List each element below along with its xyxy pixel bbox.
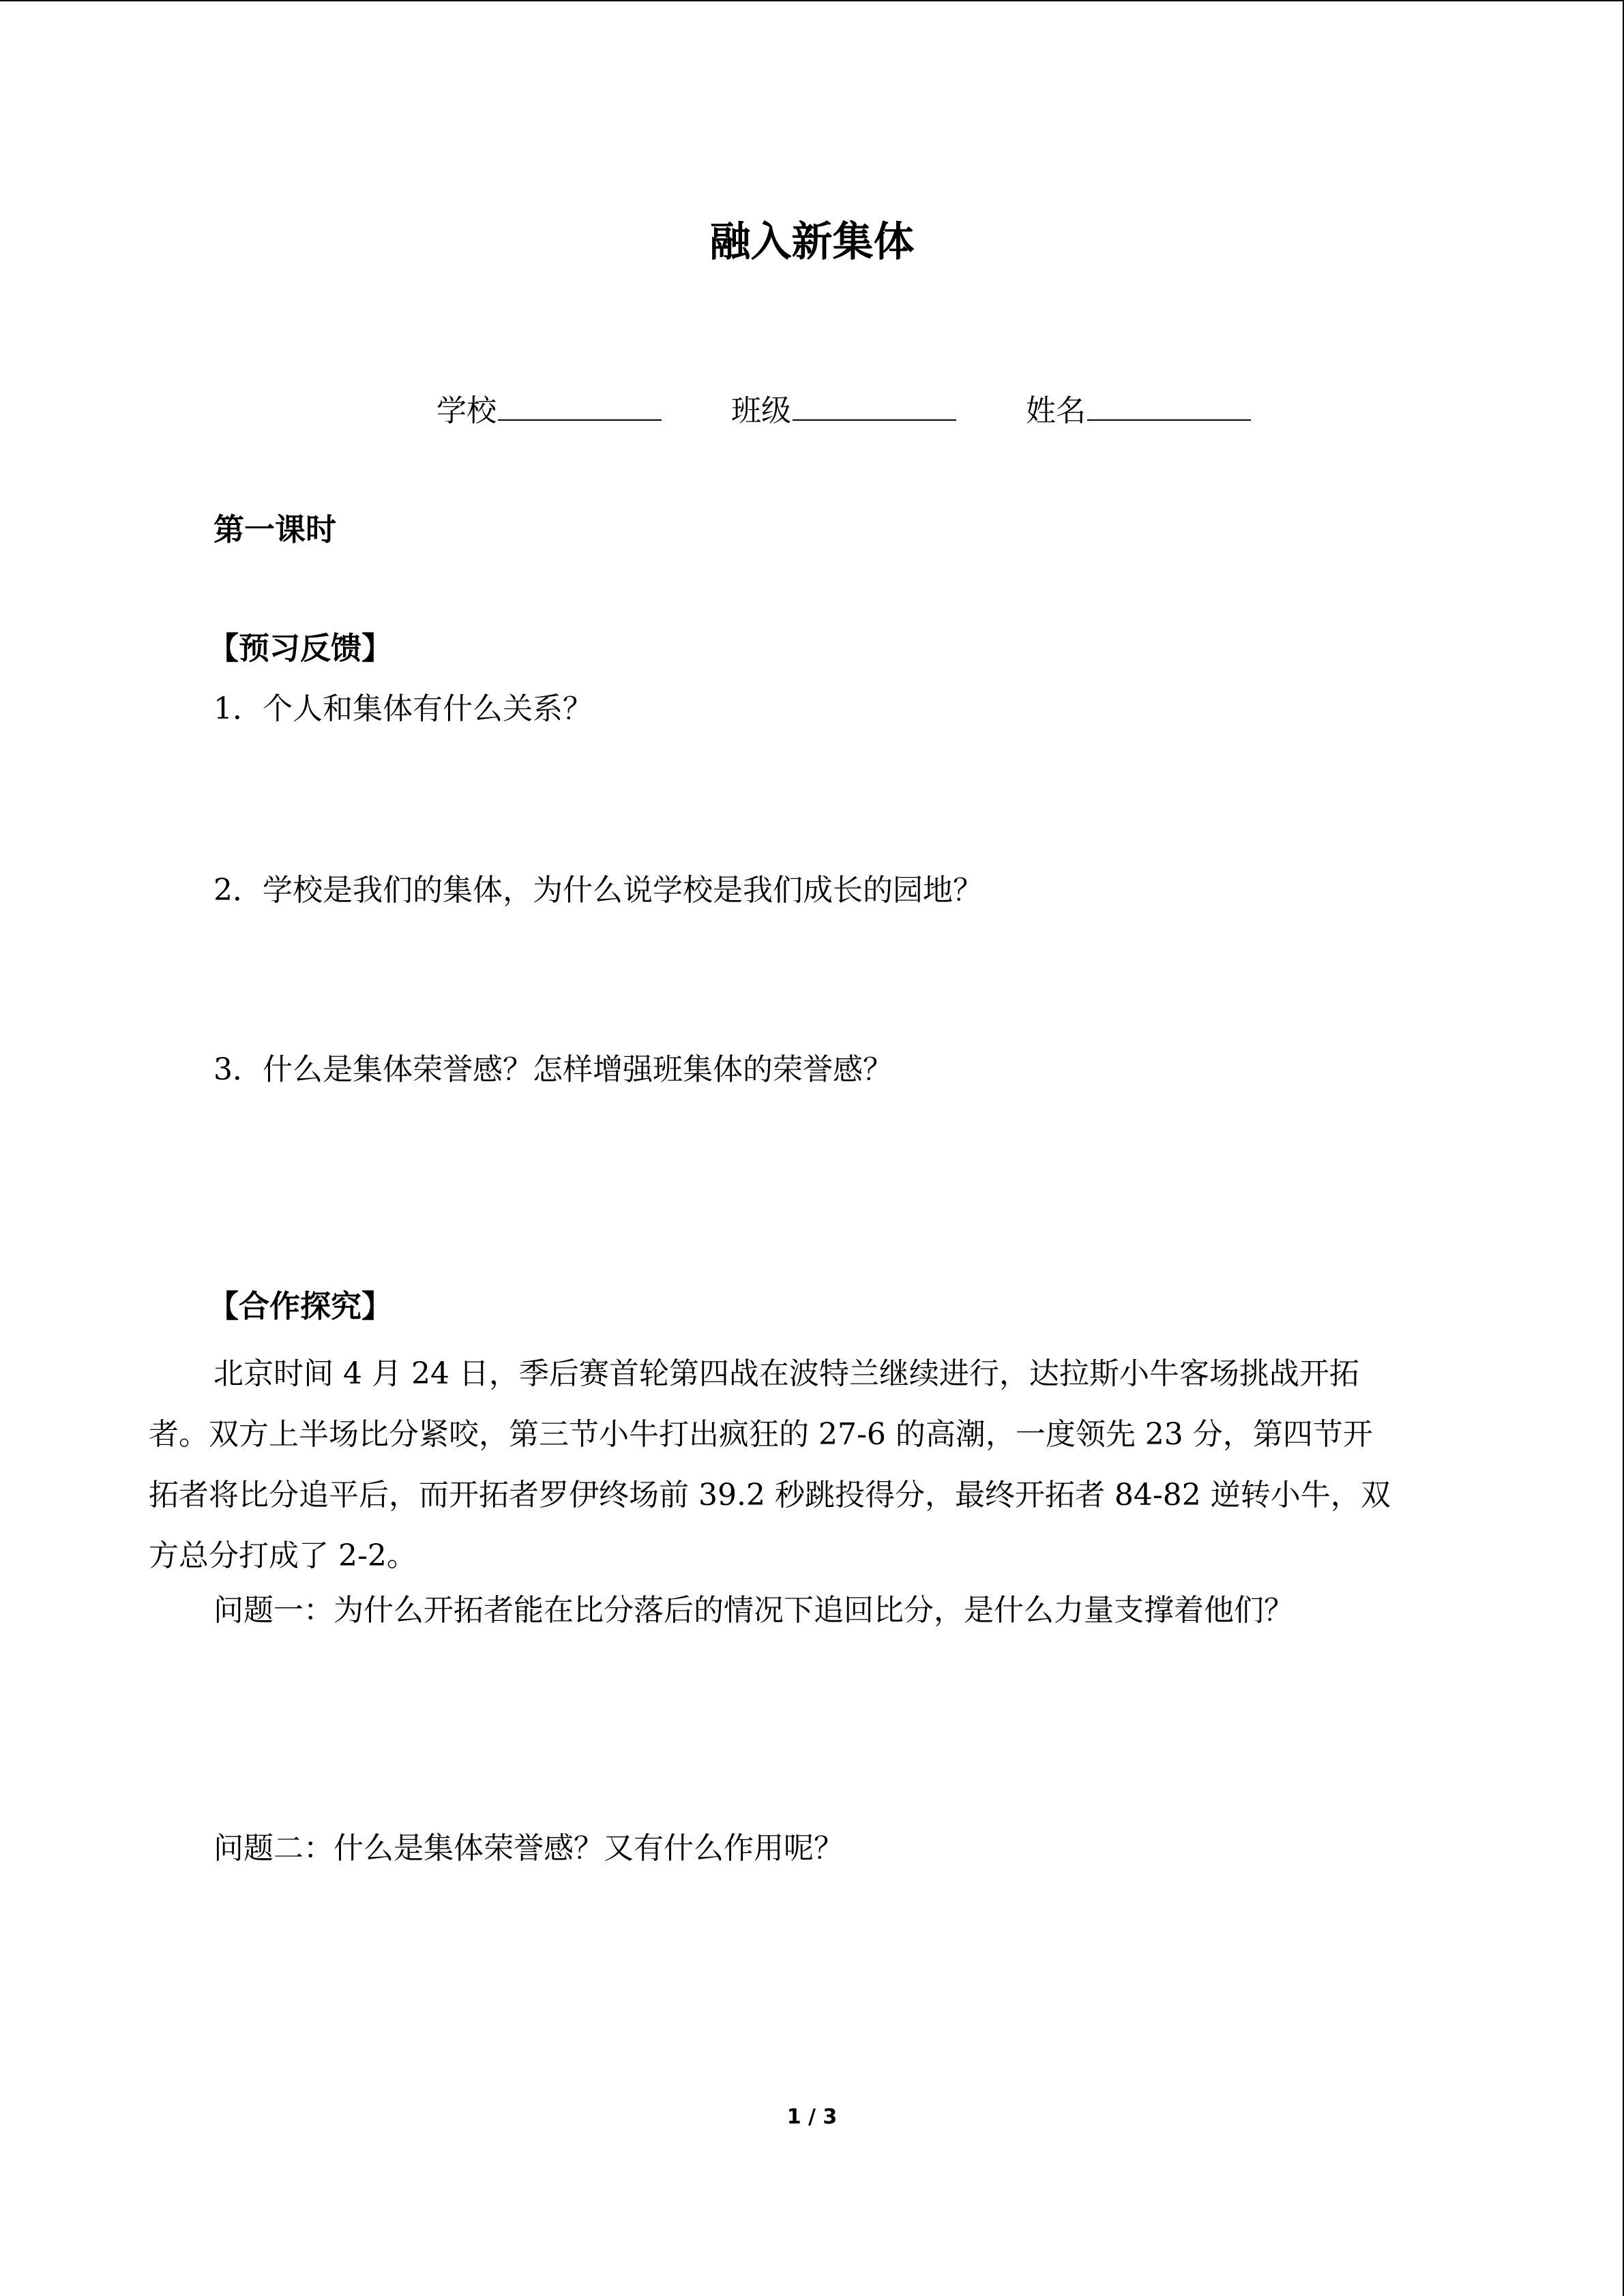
page-title: 融入新集体 [709,218,915,266]
preview-question-2: 2．学校是我们的集体，为什么说学校是我们成长的园地？ [213,873,983,908]
passage-line-1: 北京时间 4 月 24 日，季后赛首轮第四战在波特兰继续进行，达拉斯小牛客场挑战开拓 [213,1356,1359,1391]
class-blank[interactable] [793,387,956,421]
passage-line-2: 者。双方上半场比分紧咬，第三节小牛打出疯狂的 27-6 的高潮，一度领先 23 分，第四节开 [149,1417,1373,1452]
preview-heading: 【预习反馈】 [208,630,393,666]
name-blank[interactable] [1087,387,1251,421]
lesson-heading: 第一课时 [213,511,337,548]
class-field [731,387,956,435]
explore-question-2: 问题二：什么是集体荣誉感？又有什么作用呢？ [213,1831,844,1866]
school-label: 学校 [437,393,497,428]
school-field [437,387,662,435]
passage-line-3: 拓者将比分追平后，而开拓者罗伊终场前 39.2 秒跳投得分，最终开拓者 84-82 逆转小牛，双 [149,1478,1391,1512]
class-label: 班级 [731,393,791,428]
name-field [1026,387,1251,435]
preview-question-1: 1．个人和集体有什么关系？ [213,691,593,726]
school-blank[interactable] [498,387,662,421]
explore-passage [149,1343,1465,1586]
page-number: 1 / 3 [786,2105,838,2129]
passage-line-4: 方总分打成了 2-2。 [149,1538,417,1573]
explore-question-1: 问题一：为什么开拓者能在比分落后的情况下追回比分，是什么力量支撑着他们？ [213,1593,1294,1628]
explore-heading: 【合作探究】 [208,1288,393,1324]
preview-question-3: 3．什么是集体荣誉感？怎样增强班集体的荣誉感？ [213,1052,893,1087]
name-label: 姓名 [1026,393,1086,428]
